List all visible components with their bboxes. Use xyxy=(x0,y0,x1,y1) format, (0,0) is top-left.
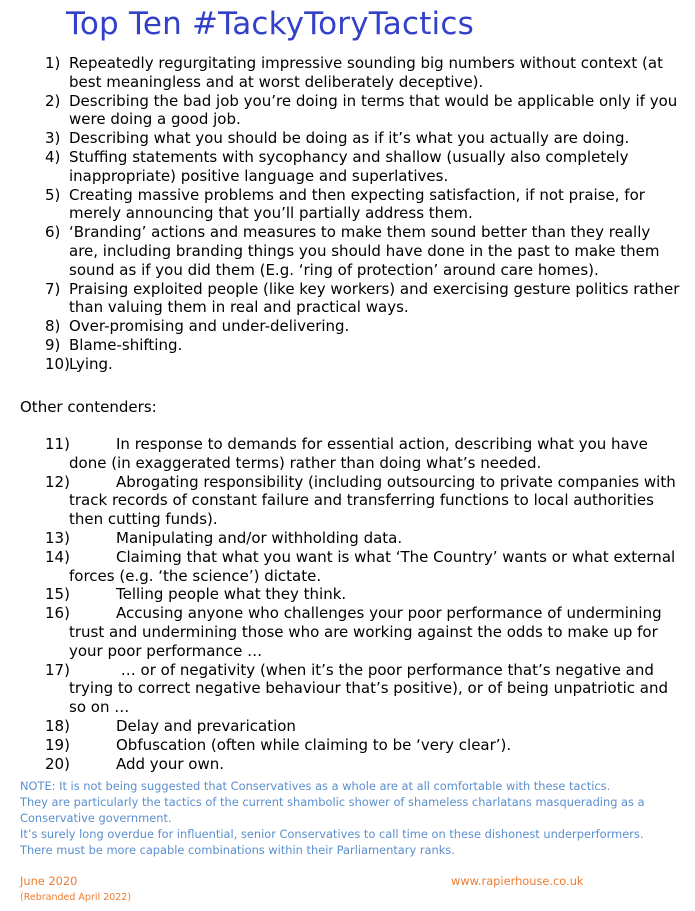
item-number: 8) xyxy=(45,317,61,336)
section-heading: Other contenders: xyxy=(20,398,157,416)
item-number: 11) xyxy=(45,435,70,453)
item-number: 13) xyxy=(45,528,70,547)
item-text: Delay and prevarication xyxy=(116,716,296,735)
item-text: Lying. xyxy=(69,354,113,373)
footer-rebranded: (Rebranded April 2022) xyxy=(20,892,132,903)
note-line: There must be more capable combinations within their Parliamentary ranks. xyxy=(20,843,455,857)
list-item xyxy=(0,317,695,336)
item-text: Stuffing statements with sycophancy and shallow (usually also completely inappropriate) positive language and superlatives. xyxy=(69,147,629,185)
note-line: They are particularly the tactics of the current shambolic shower of shameless charlatans masquerading as a Conservative government. xyxy=(20,795,645,825)
disclaimer-note xyxy=(20,778,680,858)
list-item xyxy=(0,186,695,224)
item-text: Obfuscation (often while claiming to be ‘very clear’). xyxy=(116,735,512,754)
item-text: ‘Branding’ actions and measures to make them sound better than they really are, including branding things you should have done in the past to make them sound as if you did them (E.g. ‘ring of protection’ around care homes). xyxy=(69,223,660,279)
list-item xyxy=(0,54,695,92)
list-item xyxy=(0,148,695,186)
list-item xyxy=(0,548,695,586)
item-text: Accusing anyone who challenges your poor performance of undermining trust and undermining those who are working against the odds to make up for your poor performance … xyxy=(69,604,662,660)
item-number: 5) xyxy=(45,185,61,204)
list-item xyxy=(0,435,695,473)
item-text: … or of negativity (when it’s the poor performance that’s negative and trying to correct negative behaviour that’s positive), or of being unpatriotic and so on … xyxy=(69,660,668,717)
item-text: Telling people what they think. xyxy=(116,585,347,604)
list-item xyxy=(0,355,695,374)
item-number: 4) xyxy=(45,147,61,166)
website-link[interactable]: www.rapierhouse.co.uk xyxy=(451,874,584,888)
contenders-list xyxy=(0,435,695,773)
item-number: 16) xyxy=(45,604,70,623)
footer-date: June 2020 xyxy=(20,874,78,888)
item-number: 10) xyxy=(45,354,70,373)
item-number: 9) xyxy=(45,335,61,354)
item-number: 6) xyxy=(45,223,61,242)
item-text: Manipulating and/or withholding data. xyxy=(116,528,403,547)
list-item xyxy=(0,473,695,529)
item-number: 7) xyxy=(45,279,61,298)
item-text: In response to demands for essential action, describing what you have done (in exaggerated terms) rather than doing what’s needed. xyxy=(69,435,648,472)
top-ten-list xyxy=(0,54,695,374)
item-number: 19) xyxy=(45,735,70,754)
item-number: 17) xyxy=(45,660,70,679)
list-item xyxy=(0,336,695,355)
list-item xyxy=(0,604,695,660)
item-text: Blame-shifting. xyxy=(69,335,183,354)
item-text: Describing the bad job you’re doing in terms that would be applicable only if you were doing a good job. xyxy=(69,91,678,129)
item-number: 18) xyxy=(45,716,70,735)
list-item xyxy=(0,129,695,148)
item-number: 12) xyxy=(45,472,70,491)
note-line: It’s surely long overdue for influential, senior Conservatives to call time on these dishonest underperformers. xyxy=(20,827,644,841)
item-number: 3) xyxy=(45,129,61,148)
item-number: 1) xyxy=(45,54,61,72)
item-text: Praising exploited people (like key workers) and exercising gesture politics rather than valuing them in real and practical ways. xyxy=(69,279,680,317)
item-text: Add your own. xyxy=(116,754,225,773)
list-item xyxy=(0,585,695,604)
item-number: 15) xyxy=(45,585,70,604)
item-number: 20) xyxy=(45,754,70,773)
item-text: Describing what you should be doing as if it’s what you actually are doing. xyxy=(69,129,630,148)
list-item xyxy=(0,661,695,717)
list-item xyxy=(0,280,695,318)
list-item xyxy=(0,755,695,774)
item-number: 14) xyxy=(45,547,70,566)
item-text: Repeatedly regurgitating impressive sounding big numbers without context (at best meaningless and at worst deliberately deceptive). xyxy=(69,54,663,91)
list-item xyxy=(0,92,695,130)
page-title: Top Ten #TackyToryTactics xyxy=(66,6,474,42)
item-text: Claiming that what you want is what ‘The Country’ wants or what external forces (e.g. ‘the science’) dictate. xyxy=(69,547,676,585)
list-item xyxy=(0,736,695,755)
item-number: 2) xyxy=(45,91,61,110)
item-text: Over-promising and under-delivering. xyxy=(69,317,350,336)
note-line: NOTE: It is not being suggested that Conservatives as a whole are at all comfortable with these tactics. xyxy=(20,779,611,793)
item-text: Creating massive problems and then expecting satisfaction, if not praise, for merely announcing that you’ll partially address them. xyxy=(69,185,645,223)
list-item xyxy=(0,717,695,736)
list-item xyxy=(0,223,695,279)
item-text: Abrogating responsibility (including outsourcing to private companies with track records of constant failure and transferring functions to local authorities then cutting funds). xyxy=(69,472,676,529)
list-item xyxy=(0,529,695,548)
